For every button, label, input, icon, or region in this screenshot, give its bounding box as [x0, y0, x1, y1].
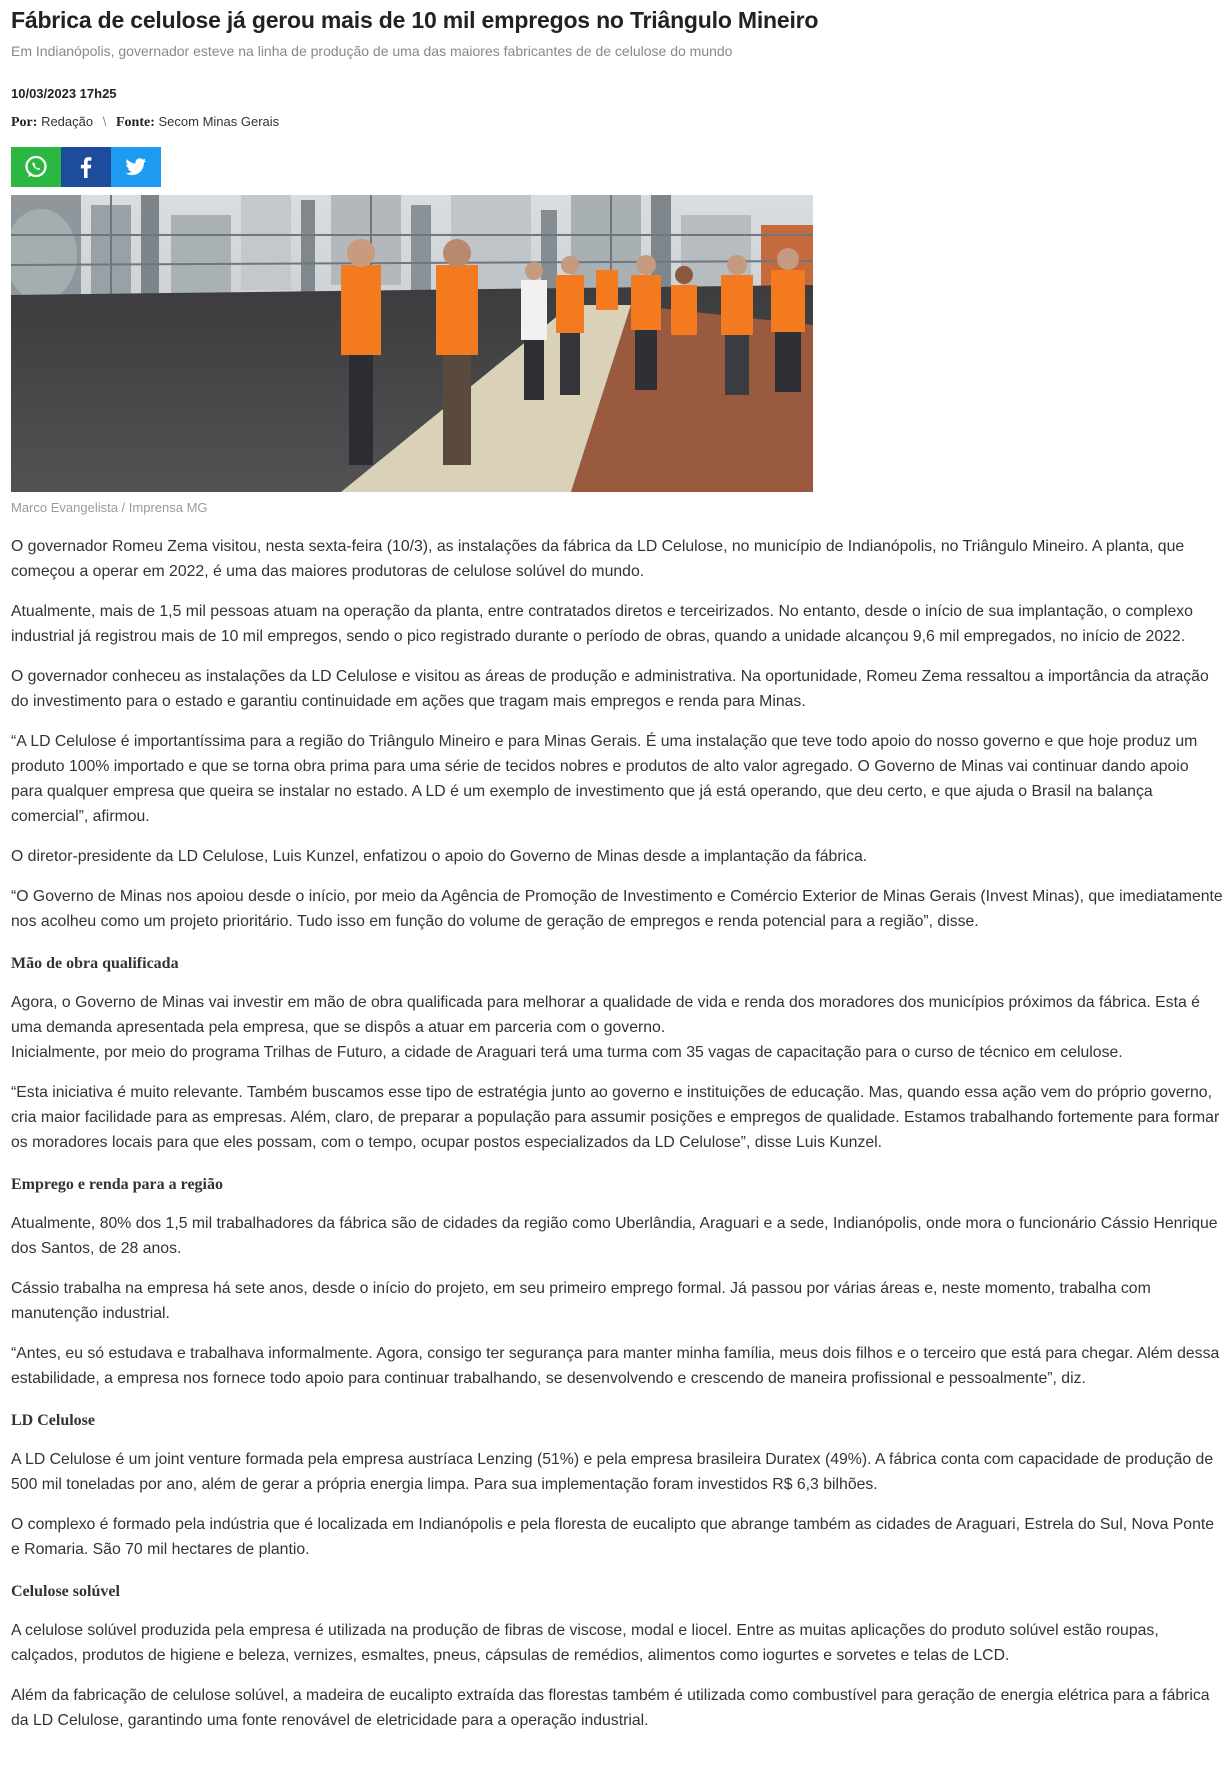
- section-heading: Celulose solúvel: [11, 1583, 120, 1600]
- facebook-icon: [75, 155, 97, 179]
- paragraph: Inicialmente, por meio do programa Trilhas de Futuro, a cidade de Araguari terá uma turma com 35 vagas de capacitação para o curso de técnico em celulose.: [11, 1044, 1123, 1061]
- article-date: 10/03/2023 17h25: [11, 86, 117, 101]
- byline-separator: \: [102, 114, 107, 129]
- byline: [11, 114, 1228, 131]
- paragraph: “Antes, eu só estudava e trabalhava informalmente. Agora, consigo ter segurança para manter minha família, meus dois filhos e o terceiro que está para chegar. Além dessa estabilidade, a empresa nos fornece todo apoio para continuar trabalhando, se desenvolvendo e crescendo de maneira profissional e pessoalmente”, diz.: [11, 1345, 1220, 1387]
- paragraph: O complexo é formado pela indústria que é localizada em Indianópolis e pela floresta de eucalipto que abrange também as cidades de Araguari, Estrela do Sul, Nova Ponte e Romaria. São 70 mil hectares de plantio.: [11, 1516, 1215, 1558]
- twitter-icon: [125, 157, 147, 177]
- article-photo: [11, 195, 813, 492]
- article-subtitle: Em Indianópolis, governador esteve na linha de produção de uma das maiores fabricantes de de celulose do mundo: [11, 43, 733, 59]
- paragraph: Além da fabricação de celulose solúvel, a madeira de eucalipto extraída das florestas também é utilizada como combustível para geração de energia elétrica para a fábrica da LD Celulose, garantindo uma fonte renovável de eletricidade para a operação industrial.: [11, 1687, 1210, 1729]
- facebook-share-button[interactable]: [61, 147, 111, 187]
- twitter-share-button[interactable]: [111, 147, 161, 187]
- whatsapp-icon: [23, 154, 49, 180]
- paragraph: “Esta iniciativa é muito relevante. Também buscamos esse tipo de estratégia junto ao governo e instituições de educação. Mas, quando essa ação vem do próprio governo, cria maior facilidade para as empresas. Além, claro, de preparar a população para assumir posições e empregos de qualidade. Estamos trabalhando fortemente para formar os moradores locais para que eles possam, com o tempo, ocupar postos especializados da LD Celulose”, disse Luis Kunzel.: [11, 1084, 1220, 1151]
- paragraph: “O Governo de Minas nos apoiou desde o início, por meio da Agência de Promoção de Investimento e Comércio Exterior de Minas Gerais (Invest Minas), que imediatamente nos acolheu como um projeto prioritário. Tudo isso em função do volume de geração de empregos e renda potencial para a região”, disse.: [11, 888, 1223, 930]
- paragraph: Agora, o Governo de Minas vai investir em mão de obra qualificada para melhorar a qualidade de vida e renda dos moradores dos municípios próximos da fábrica. Esta é uma demanda apresentada pela empresa, que se dispôs a atuar em parceria com o governo.: [11, 994, 1200, 1036]
- factory-visit-photo: [11, 195, 813, 492]
- paragraph: A LD Celulose é um joint venture formada pela empresa austríaca Lenzing (51%) e pela empresa brasileira Duratex (49%). A fábrica conta com capacidade de produção de 500 mil toneladas por ano, além de gerar a própria energia limpa. Para sua implementação foram investidos R$ 6,3 bilhões.: [11, 1451, 1214, 1493]
- section-heading: Mão de obra qualificada: [11, 955, 179, 972]
- paragraph: Atualmente, mais de 1,5 mil pessoas atuam na operação da planta, entre contratados diretos e terceirizados. No entanto, desde o início de sua implantação, o complexo industrial já registrou mais de 10 mil empregos, sendo o pico registrado durante o período de obras, quando a unidade alcançou 9,6 mil empregados, no início de 2022.: [11, 603, 1193, 645]
- paragraph: Atualmente, 80% dos 1,5 mil trabalhadores da fábrica são de cidades da região como Uberlândia, Araguari e a sede, Indianópolis, onde mora o funcionário Cássio Henrique dos Santos, de 28 anos.: [11, 1215, 1218, 1257]
- paragraph: O diretor-presidente da LD Celulose, Luis Kunzel, enfatizou o apoio do Governo de Minas desde a implantação da fábrica.: [11, 848, 868, 865]
- article-body: [11, 534, 1223, 1733]
- source-label: Fonte:: [115, 115, 155, 130]
- share-bar: [11, 147, 1228, 187]
- author-name: Redação: [41, 114, 94, 129]
- paragraph: O governador conheceu as instalações da LD Celulose e visitou as áreas de produção e administrativa. Na oportunidade, Romeu Zema ressaltou a importância da atração do investimento para o estado e garantiu continuidade em ações que tragam mais empregos e renda para Minas.: [11, 668, 1209, 710]
- photo-caption: Marco Evangelista / Imprensa MG: [11, 500, 208, 515]
- section-heading: LD Celulose: [11, 1412, 95, 1429]
- paragraph: “A LD Celulose é importantíssima para a região do Triângulo Mineiro e para Minas Gerais. É uma instalação que teve todo apoio do nosso governo e que hoje produz um produto 100% importado e que se torna obra prima para uma série de tecidos nobres e produtos de alto valor agregado. O Governo de Minas vai continuar dando apoio para qualquer empresa que queira se instalar no estado. A LD é um exemplo de investimento que já está operando, que deu certo, e que ajuda o Brasil na balança comercial”, afirmou.: [11, 733, 1198, 825]
- source-name: Secom Minas Gerais: [158, 114, 280, 129]
- whatsapp-share-button[interactable]: [11, 147, 61, 187]
- paragraph: O governador Romeu Zema visitou, nesta sexta-feira (10/3), as instalações da fábrica da LD Celulose, no município de Indianópolis, no Triângulo Mineiro. A planta, que começou a operar em 2022, é uma das maiores produtoras de celulose solúvel do mundo.: [11, 538, 1185, 580]
- article-title: Fábrica de celulose já gerou mais de 10 mil empregos no Triângulo Mineiro: [11, 7, 819, 33]
- author-label: Por:: [11, 115, 38, 130]
- paragraph: Cássio trabalha na empresa há sete anos, desde o início do projeto, em seu primeiro emprego formal. Já passou por várias áreas e, neste momento, trabalha com manutenção industrial.: [11, 1280, 1151, 1322]
- section-heading: Emprego e renda para a região: [11, 1176, 223, 1193]
- paragraph: A celulose solúvel produzida pela empresa é utilizada na produção de fibras de viscose, modal e liocel. Entre as muitas aplicações do produto solúvel estão roupas, calçados, produtos de higiene e beleza, vernizes, esmaltes, pneus, cápsulas de remédios, alimentos como iogurtes e sorvetes e telas de LCD.: [11, 1622, 1159, 1664]
